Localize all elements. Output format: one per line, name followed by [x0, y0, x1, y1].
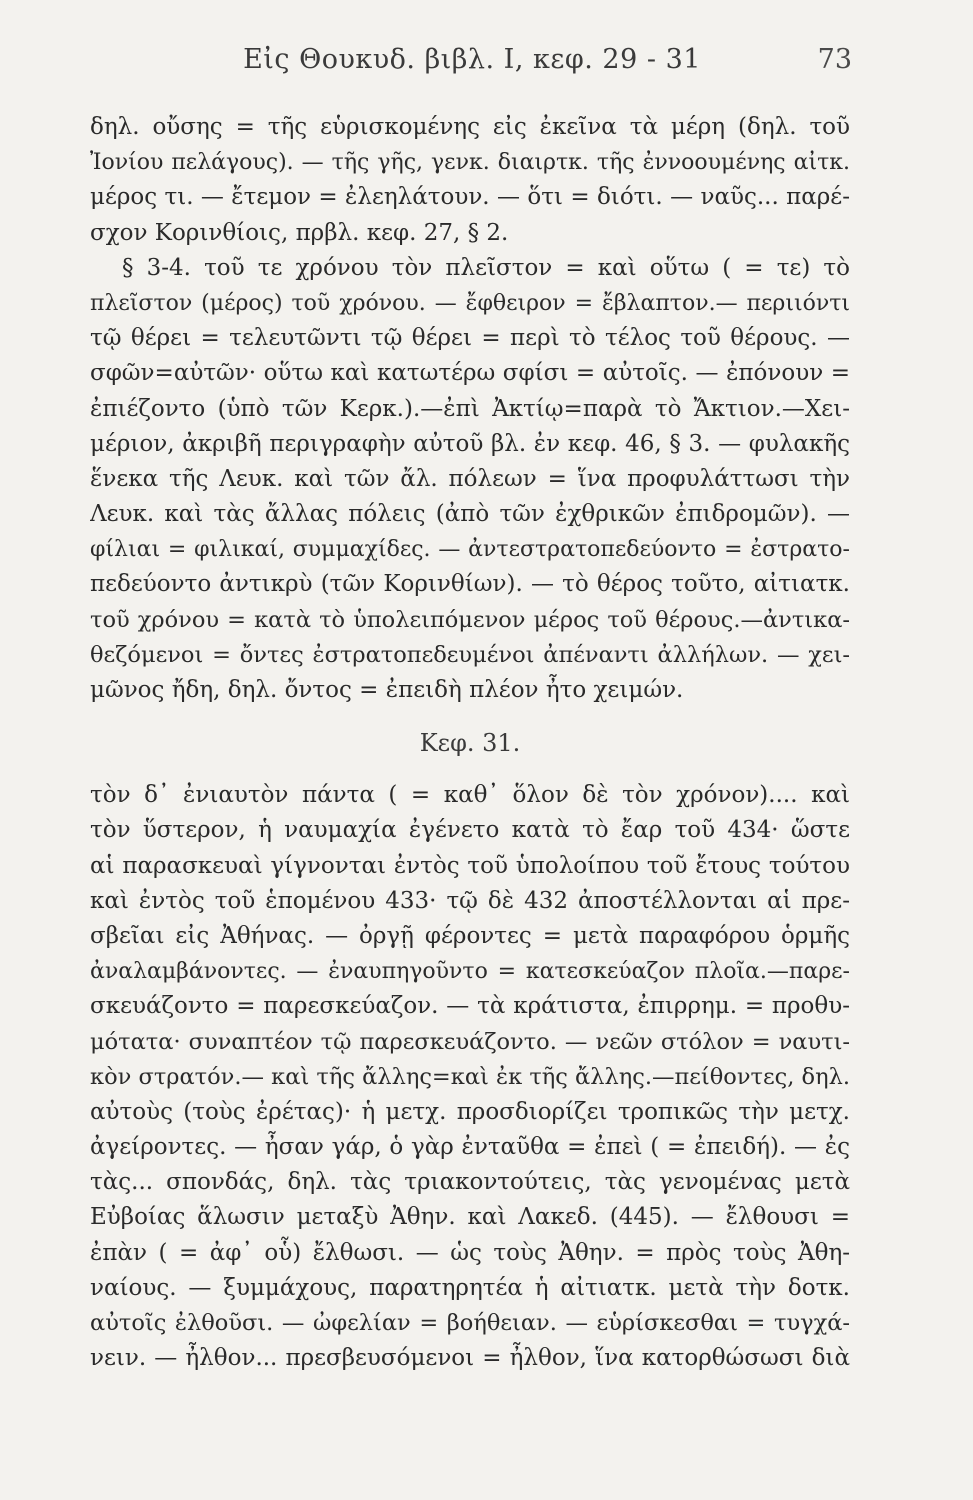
text-line: Ἰονίου πελάγους). — τῆς γῆς, γενκ. διαιρτκ. τῆς ἐννοουμένης αἰτκ.: [90, 150, 850, 176]
text-line: ἀγείροντες. — ἦσαν γάρ, ὁ γὰρ ἐνταῦθα = ἐπεὶ ( = ἐπειδή). — ἐς: [90, 1134, 850, 1161]
text-line: τῷ θέρει = τελευτῶντι τῷ θέρει = περὶ τὸ τέλος τοῦ θέρους. —: [90, 325, 850, 352]
text-line: σκευάζοντο = παρεσκεύαζον. — τὰ κράτιστα, ἐπιρρημ. = προθυ-: [90, 993, 850, 1020]
text-line: Λευκ. καὶ τὰς ἄλλας πόλεις (ἀπὸ τῶν ἐχθρικῶν ἐπιδρομῶν). —: [90, 501, 850, 528]
text-line: μέριον, ἀκριβῆ περιγραφὴν αὐτοῦ βλ. ἐν κεφ. 46, § 3. — φυλακῆς: [90, 430, 850, 457]
running-title: Εἰς Θουκυδ. βιβλ. Ι, κεφ. 29 - 31: [243, 44, 701, 75]
text-line: νειν. — ἦλθον... πρεσβευσόμενοι = ἦλθον, ἵνα κατορθώσωσι διὰ: [90, 1345, 850, 1372]
text-line: τοῦ χρόνου = κατὰ τὸ ὑπολειπόμενον μέρος τοῦ θέρους.—ἀντικα-: [90, 606, 850, 633]
text-line: δηλ. οὔσης = τῆς εὑρισκομένης εἰς ἐκεῖνα τὰ μέρη (δηλ. τοῦ: [90, 114, 850, 140]
commentary-text: [90, 110, 850, 1376]
text-line: σβεῖαι εἰς Ἀθήνας. — ὀργῇ φέροντες = μετὰ παραφόρου ὁρμῆς: [90, 922, 850, 949]
section-1: [90, 110, 850, 708]
text-line: τὰς... σπονδάς, δηλ. τὰς τριακοντούτεις, τὰς γενομένας μετὰ: [90, 1169, 850, 1196]
text-line: τὸν δ᾽ ἐνιαυτὸν πάντα ( = καθ᾽ ὅλον δὲ τὸν χρόνον).... καὶ: [90, 782, 850, 809]
section-2: [90, 778, 850, 1376]
text-line: σχον Κορινθίοις, πρβλ. κεφ. 27, § 2.: [90, 219, 509, 246]
text-line: μῶνος ἤδη, δηλ. ὄντος = ἐπειδὴ πλέον ἦτο χειμών.: [90, 677, 684, 703]
text-line: αὐτοὺς (τοὺς ἐρέτας)· ἡ μετχ. προσδιορίζει τροπικῶς τὴν μετχ.: [90, 1098, 850, 1125]
text-line: αὐτοῖς ἐλθοῦσι. — ὠφελίαν = βοήθειαν. — εὑρίσκεσθαι = τυγχά-: [90, 1310, 850, 1336]
page-header: [92, 44, 852, 84]
text-line: ἀναλαμβάνοντες. — ἐναυπηγοῦντο = κατεσκεύαζον πλοῖα.—παρε-: [90, 959, 850, 985]
text-line: καὶ ἐντὸς τοῦ ἑπομένου 433· τῷ δὲ 432 ἀποστέλλονται αἱ πρε-: [90, 887, 850, 914]
chapter-heading: Κεφ. 31.: [419, 729, 521, 758]
text-line: πλεῖστον (μέρος) τοῦ χρόνου. — ἔφθειρον = ἔβλαπτον.— περιιόντι: [90, 290, 850, 316]
text-line: § 3-4. τοῦ τε χρόνου τὸν πλεῖστον = καὶ οὕτω ( = τε) τὸ: [122, 254, 850, 281]
text-line: κὸν στρατόν.— καὶ τῆς ἄλλης=καὶ ἐκ τῆς ἄλλης.—πείθοντες, δηλ.: [90, 1063, 850, 1090]
text-line: ἐπιέζοντο (ὑπὸ τῶν Κερκ.).—ἐπὶ Ἀκτίῳ=παρὰ τὸ Ἄκτιον.—Χει-: [90, 395, 850, 422]
text-line: θεζόμενοι = ὄντες ἐστρατοπεδευμένοι ἀπέναντι ἀλλήλων. — χει-: [90, 641, 850, 668]
text-line: αἱ παρασκευαὶ γίγνονται ἐντὸς τοῦ ὑπολοίπου τοῦ ἔτους τούτου: [90, 852, 850, 879]
text-line: μότατα· συναπτέον τῷ παρεσκευάζοντο. — νεῶν στόλον = ναυτι-: [90, 1028, 850, 1055]
text-line: ἐπὰν ( = ἀφ᾽ οὗ) ἔλθωσι. — ὡς τοὺς Ἀθην. = πρὸς τοὺς Ἀθη-: [90, 1239, 850, 1266]
text-line: τὸν ὕστερον, ἡ ναυμαχία ἐγένετο κατὰ τὸ ἔαρ τοῦ 434· ὥστε: [90, 817, 850, 844]
text-line: σφῶν=αὐτῶν· οὕτω καὶ κατωτέρω σφίσι = αὐτοῖς. — ἐπόνουν =: [90, 360, 850, 387]
text-line: φίλιαι = φιλικαί, συμμαχίδες. — ἀντεστρατοπεδεύοντο = ἐστρατο-: [90, 537, 850, 563]
page-number: 73: [817, 44, 852, 75]
text-line: ἕνεκα τῆς Λευκ. καὶ τῶν ἄλ. πόλεων = ἵνα προφυλάττωσι τὴν: [90, 465, 850, 492]
text-line: μέρος τι. — ἔτεμον = ἐλεηλάτουν. — ὅτι = διότι. — ναῦς... παρέ-: [90, 184, 850, 211]
text-line: ναίους. — ξυμμάχους, παρατηρητέα ἡ αἰτιατκ. μετὰ τὴν δοτκ.: [90, 1274, 850, 1301]
text-line: πεδεύοντο ἀντικρὺ (τῶν Κορινθίων). — τὸ θέρος τοῦτο, αἰτιατκ.: [90, 571, 850, 598]
text-line: Εὐβοίας ἅλωσιν μεταξὺ Ἀθην. καὶ Λακεδ. (445). — ἔλθουσι =: [90, 1204, 850, 1231]
